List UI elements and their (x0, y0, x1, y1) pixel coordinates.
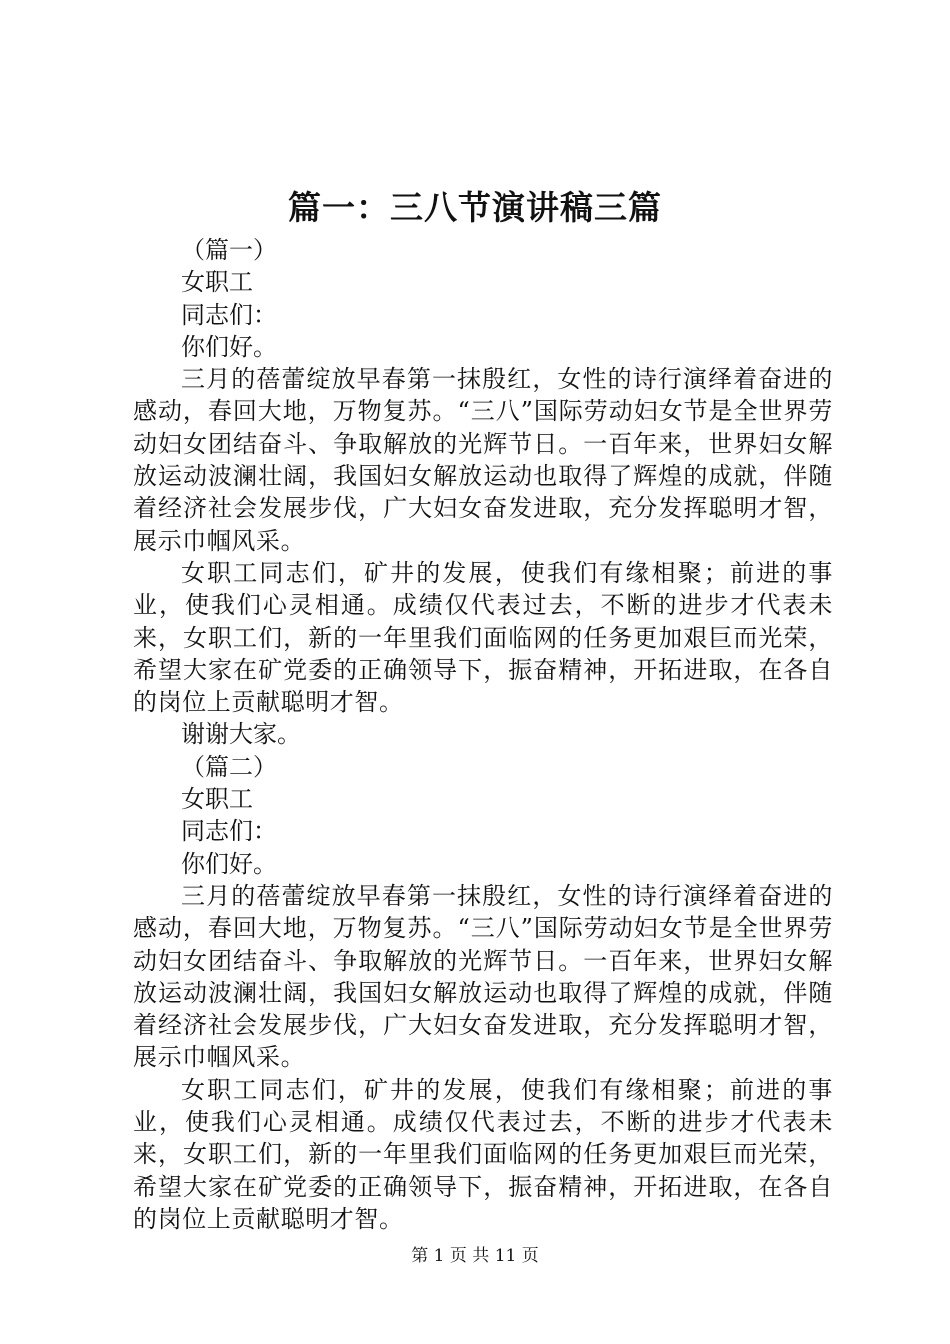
section-heading: （篇一） (181, 236, 277, 264)
document-body (133, 234, 833, 1235)
greeting-line: 你们好。 (181, 332, 277, 361)
body-paragraph: 女职工同志们，矿井的发展，使我们有缘相聚；前进的事业，使我们心灵相通。成绩仅代表过去，不断的进步才代表未来，女职工们，新的一年里我们面临网的任务更加艰巨而光荣，希望大家在矿党委的正确领导下，振奋精神，开拓进取，在各自的岗位上贡献聪明才智。 (133, 558, 833, 717)
addressee-line: 同志们： (181, 817, 277, 846)
page-footer: 第 1 页 共 11 页 (411, 1246, 539, 1266)
addressee-line: 女职工 (181, 785, 253, 814)
closing-line: 谢谢大家。 (181, 720, 301, 749)
body-paragraph: 三月的蓓蕾绽放早春第一抹殷红，女性的诗行演绎着奋进的感动，春回大地，万物复苏。“三八”国际劳动妇女节是全世界劳动妇女团结奋斗、争取解放的光辉节日。一百年来，世界妇女解放运动波澜壮阔，我国妇女解放运动也取得了辉煌的成就，伴随着经济社会发展步伐，广大妇女奋发进取，充分发挥聪明才智，展示巾帼风采。 (133, 881, 833, 1072)
addressee-line: 女职工 (181, 268, 253, 297)
body-paragraph: 女职工同志们，矿井的发展，使我们有缘相聚；前进的事业，使我们心灵相通。成绩仅代表过去，不断的进步才代表未来，女职工们，新的一年里我们面临网的任务更加艰巨而光荣，希望大家在矿党委的正确领导下，振奋精神，开拓进取，在各自的岗位上贡献聪明才智。 (133, 1075, 833, 1233)
section-2 (133, 751, 833, 1235)
section-heading: （篇二） (181, 752, 277, 781)
document-title: 篇一：三八节演讲稿三篇 (288, 188, 662, 227)
body-paragraph: 三月的蓓蕾绽放早春第一抹殷红，女性的诗行演绎着奋进的感动，春回大地，万物复苏。“三八”国际劳动妇女节是全世界劳动妇女团结奋斗、争取解放的光辉节日。一百年来，世界妇女解放运动波澜壮阔，我国妇女解放运动也取得了辉煌的成就，伴随着经济社会发展步伐，广大妇女奋发进取，充分发挥聪明才智，展示巾帼风采。 (133, 365, 833, 555)
section-1 (133, 234, 833, 751)
greeting-line: 你们好。 (181, 849, 277, 878)
addressee-line: 同志们： (181, 300, 277, 329)
